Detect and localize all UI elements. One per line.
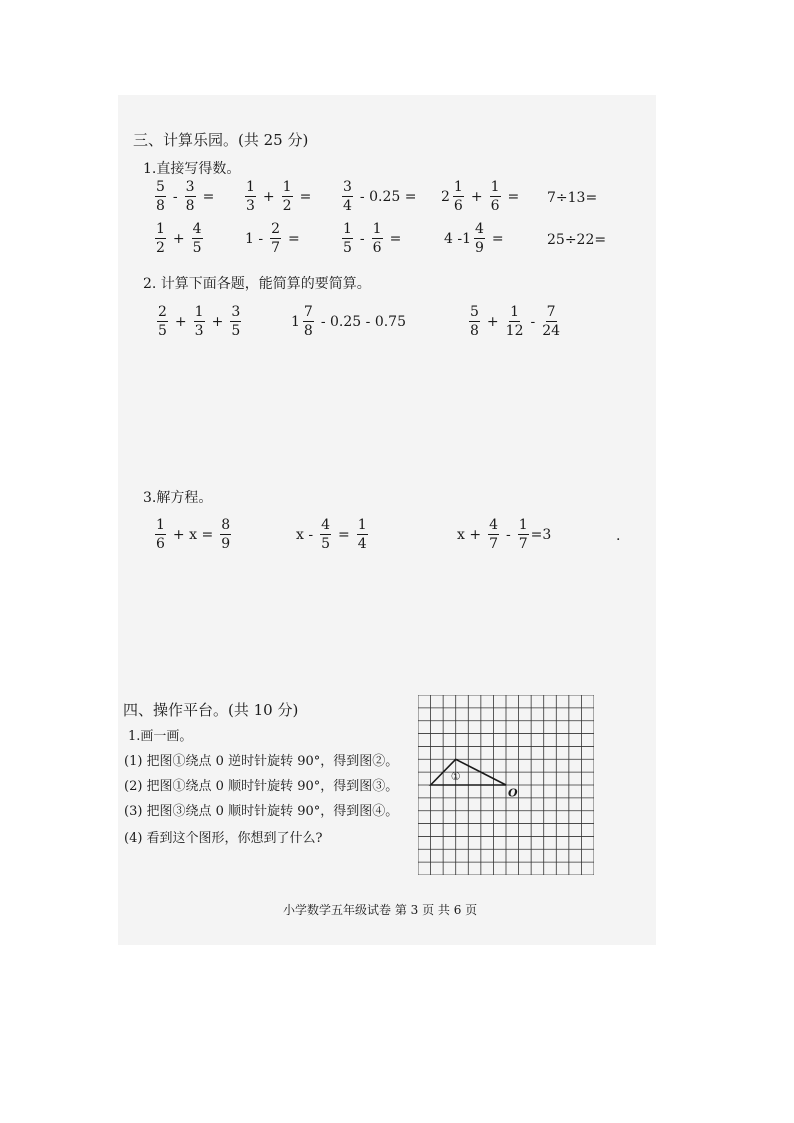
task-2: (2) 把图①绕点 0 顺时针旋转 90°，得到图③。	[124, 779, 399, 794]
drawing-grid[interactable]	[418, 695, 594, 875]
q3-title: 3.解方程。	[143, 490, 213, 506]
rotation-point-label: O	[508, 786, 518, 800]
q1-row2-expr5: 25÷22=	[547, 232, 607, 248]
q2-expr2: 1 $\frac{7}{8}$ - 0.25 - 0.75	[291, 304, 406, 339]
task-3: (3) 把图③绕点 0 顺时针旋转 90°，得到图④。	[124, 804, 399, 819]
shape-label: ①	[450, 769, 461, 783]
stray-dot: .	[616, 528, 621, 544]
q1-row2-expr3: $\frac{1}{5}$ - $\frac{1}{6}$ =	[343, 221, 402, 256]
q1-row2-expr4: 4 -1 $\frac{4}{9}$ =	[444, 221, 504, 256]
q1-title: 1.直接写得数。	[143, 161, 241, 177]
q2-expr3: $\frac{5}{8}$ + $\frac{1}{12}$ - $\frac{7}{24}$	[470, 304, 561, 339]
section4-q1-title: 1.画一画。	[128, 729, 193, 744]
task-4: (4) 看到这个图形，你想到了什么?	[124, 831, 323, 846]
q1-row2-expr2: 1 - $\frac{2}{7}$ =	[245, 221, 300, 256]
q1-row2-expr1: $\frac{1}{2}$ + $\frac{4}{5}$	[156, 221, 202, 256]
page-footer: 小学数学五年级试卷 第 3 页 共 6 页	[283, 903, 478, 917]
q2-title: 2. 计算下面各题，能简算的要简算。	[143, 276, 371, 292]
q1-row1-expr3: $\frac{3}{4}$ - 0.25 =	[343, 179, 417, 214]
task-1: (1) 把图①绕点 0 逆时针旋转 90°，得到图②。	[124, 754, 399, 769]
q3-equation1: $\frac{1}{6}$ + x = $\frac{8}{9}$	[156, 517, 231, 552]
q3-equation2: x - $\frac{4}{5}$ = $\frac{1}{4}$	[296, 517, 367, 552]
q3-equation3: x + $\frac{4}{7}$ - $\frac{1}{7}$ =3	[457, 517, 552, 552]
q1-row1-expr5: 7÷13=	[547, 190, 598, 206]
q1-row1-expr4: 2 $\frac{1}{6}$ + $\frac{1}{6}$ =	[441, 179, 520, 214]
q1-row1-expr1: $\frac{5}{8}$ - $\frac{3}{8}$ =	[156, 179, 215, 214]
q2-expr1: $\frac{2}{5}$ + $\frac{1}{3}$ + $\frac{3}{5}$	[158, 304, 241, 339]
section-4-title: 四、操作平台。(共 10 分)	[123, 701, 299, 719]
q1-row1-expr2: $\frac{1}{3}$ + $\frac{1}{2}$ =	[246, 179, 312, 214]
section-3-title: 三、计算乐园。(共 25 分)	[133, 131, 309, 149]
